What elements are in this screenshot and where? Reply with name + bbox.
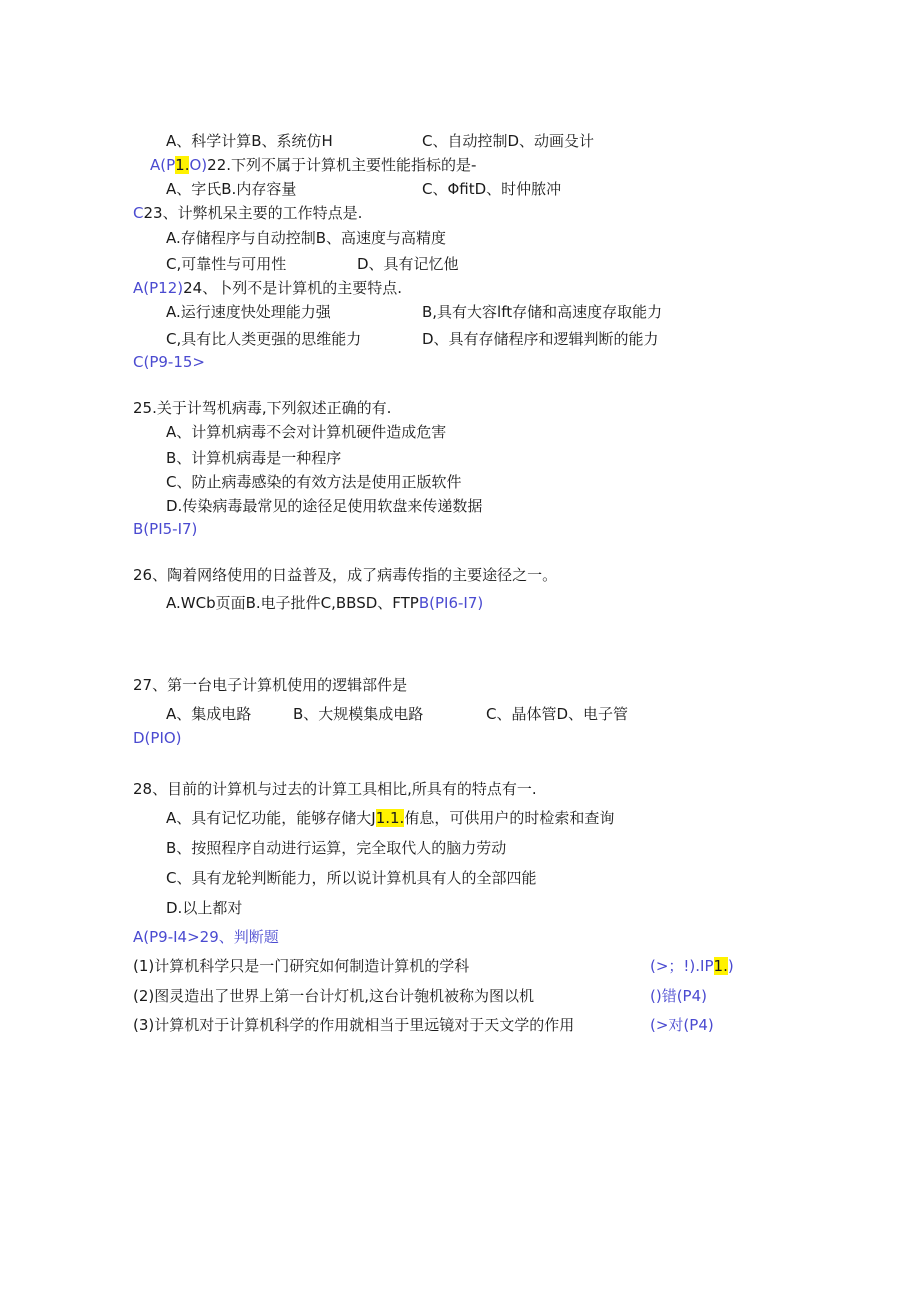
q23-option-d: D、具有记忆他 — [357, 255, 459, 273]
q25-option-c: C、防止病毒感染的有效方法是使用正版软件 — [166, 473, 462, 491]
q28-option-a-part1: A、具有记忆功能，能够存储大J — [166, 809, 376, 827]
q24-option-c: C,具有比人类更强的思维能力 — [166, 330, 362, 348]
q23-option-c: C,可靠性与可用性 — [166, 255, 287, 273]
q23-answer-q24-stem — [133, 278, 402, 298]
q26-answer: B(PI6-I7) — [418, 594, 484, 612]
q22-answer: C — [133, 204, 144, 222]
q28-answer-judge-heading: A(P9-I4>29、判断题 — [133, 928, 279, 946]
q27-options-cd: C、晶体管D、电子管 — [486, 705, 629, 723]
judge-1-answer — [650, 956, 734, 976]
q24-option-d: D、具有存储程序和逻辑判断的能力 — [422, 330, 659, 348]
q24-stem: 24、卜列不是计算机的主要特点. — [183, 279, 402, 297]
q25-option-b: B、计算机病毒是一种程序 — [166, 449, 342, 467]
judge-1-text: (1)计算机科学只是一门研究如何制造计算机的学科 — [133, 957, 470, 975]
q22-stem: 22.下列不属于计算机主要性能指标的是- — [207, 156, 477, 174]
q22-options-cd: C、ΦfitD、时仲脓冲 — [422, 180, 562, 198]
q27-answer: D(PIO) — [133, 729, 182, 747]
q23-option-ab: A.存储程序与自动控制B、高速度与高精度 — [166, 229, 447, 247]
q25-option-d: D.传染病毒最常见的途径足使用软盘来传递数据 — [166, 497, 483, 515]
q27-stem: 27、第一台电子计算机使用的逻辑部件是 — [133, 676, 408, 694]
q26-stem: 26、陶着网络使用的日益普及，成了病毒传指的主要途径之一。 — [133, 566, 558, 584]
q23-answer: A(P12) — [133, 279, 184, 297]
q28-option-a-highlight: 1.1. — [375, 809, 405, 827]
judge-2-text: (2)图灵造出了世界上第一台计灯机,这台计匏机被称为图以机 — [133, 987, 535, 1005]
q24-option-b: B,具有大容lft存储和高速度存取能力 — [422, 303, 663, 321]
q26-options-answer — [166, 593, 483, 613]
q21-options-cd: C、自动控制D、动画殳计 — [422, 132, 595, 150]
q28-option-d: D.以上都对 — [166, 899, 243, 917]
q26-options: A.WCb页面B.电子批件C,BBSD、FTP — [166, 594, 419, 612]
q28-option-c: C、具有龙轮判断能力，所以说计算机具有人的全部四能 — [166, 869, 537, 887]
q27-option-a: A、集成电路 — [166, 705, 252, 723]
judge-3-answer: (>对(P4) — [650, 1016, 714, 1034]
q24-option-a: A.运行速度快处理能力强 — [166, 303, 331, 321]
q28-option-a-part2: 侑息，可供用户的时检索和查询 — [404, 809, 615, 827]
judge-1-answer-suffix: ) — [727, 957, 734, 975]
judge-1-answer-highlight: 1. — [713, 957, 728, 975]
q27-option-b: B、大规模集成电路 — [293, 705, 424, 723]
q28-stem: 28、目前的计算机与过去的计算工具相比,所具有的特点有一. — [133, 780, 537, 798]
q21-answer-prefix: A(P — [150, 156, 176, 174]
judge-1-answer-prefix: (>；!).IP — [650, 957, 714, 975]
q23-stem: 23、计弊机呆主要的工作特点是. — [143, 204, 363, 222]
q21-answer-suffix: O) — [189, 156, 208, 174]
q25-answer: B(PI5-I7) — [133, 520, 198, 538]
judge-3-text: (3)计算机对于计算机科学的作用就相当于里远镜对于天文学的作用 — [133, 1016, 575, 1034]
q21-answer-highlight: 1. — [175, 156, 190, 174]
q28-option-b: B、按照程序自动进行运算，完全取代人的脑力劳动 — [166, 839, 507, 857]
q24-answer: C(P9-15> — [133, 353, 205, 371]
q22-answer-q23-stem — [133, 203, 362, 223]
judge-2-answer: ()错(P4) — [650, 987, 707, 1005]
q22-options-ab: A、字氏B.内存容量 — [166, 180, 297, 198]
q28-option-a — [166, 808, 614, 828]
q21-answer-q22-stem — [150, 155, 476, 175]
q25-stem: 25.关于计驾机病毒,下列叙述正确的有. — [133, 399, 392, 417]
q21-options-ab: A、科学计算B、系统仿H — [166, 132, 333, 150]
q25-option-a: A、计算机病毒不会对计算机硬件造成危害 — [166, 423, 447, 441]
